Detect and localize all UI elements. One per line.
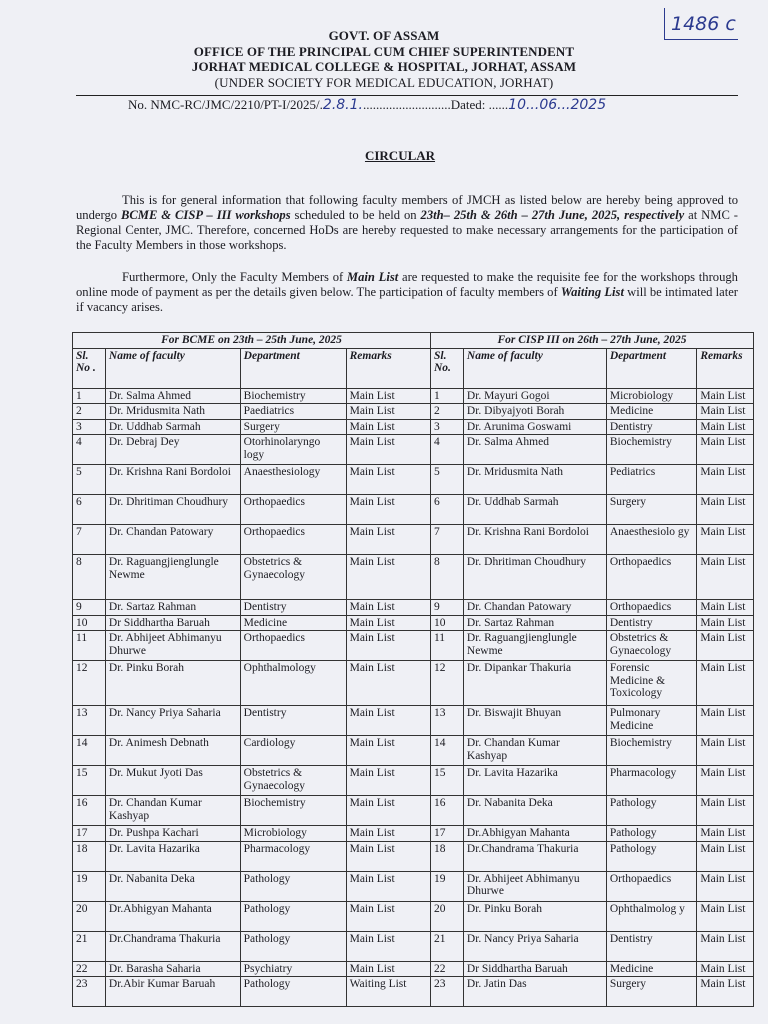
cisp-faculty-name-cell: Dr. Nancy Priya Saharia	[463, 931, 606, 961]
cisp-faculty-name-cell: Dr. Dipankar Thakuria	[463, 661, 606, 706]
cisp-remarks-cell: Main List	[697, 961, 754, 977]
column-header-cisp-name: Name of faculty	[463, 348, 606, 388]
bcme-faculty-name-cell: Dr. Mukut Jyoti Das	[105, 766, 240, 796]
bcme-sl-no-cell: 5	[73, 465, 106, 495]
bcme-remarks-cell: Main List	[346, 615, 430, 631]
table-row	[73, 931, 754, 961]
bcme-department-cell: Surgery	[240, 419, 346, 435]
para1-workshops: BCME & CISP – III workshops	[120, 208, 291, 222]
cisp-sl-no-cell: 10	[430, 615, 463, 631]
letterhead	[0, 28, 768, 90]
bcme-sl-no-cell: 2	[73, 404, 106, 420]
bcme-sl-no-cell: 21	[73, 931, 106, 961]
bcme-department-cell: Dentistry	[240, 706, 346, 736]
cisp-remarks-cell: Main List	[697, 404, 754, 420]
cisp-department-cell: Pulmonary Medicine	[606, 706, 697, 736]
cisp-sl-no-cell: 12	[430, 661, 463, 706]
bcme-remarks-cell: Main List	[346, 826, 430, 842]
bcme-department-cell: Obstetrics & Gynaecology	[240, 555, 346, 600]
cisp-sl-no-cell: 19	[430, 871, 463, 901]
table-row	[73, 435, 754, 465]
bcme-sl-no-cell: 22	[73, 961, 106, 977]
column-header-cisp-remarks: Remarks	[697, 348, 754, 388]
cisp-sl-no-cell: 1	[430, 388, 463, 404]
cisp-sl-no-cell: 2	[430, 404, 463, 420]
cisp-faculty-name-cell: Dr. Sartaz Rahman	[463, 615, 606, 631]
cisp-department-cell: Surgery	[606, 977, 697, 1007]
table-row	[73, 796, 754, 826]
cisp-faculty-name-cell: Dr. Mayuri Gogoi	[463, 388, 606, 404]
college-line: JORHAT MEDICAL COLLEGE & HOSPITAL, JORHAT, ASSAM	[191, 59, 577, 74]
bcme-faculty-name-cell: Dr Siddhartha Baruah	[105, 615, 240, 631]
bcme-department-cell: Medicine	[240, 615, 346, 631]
column-header-bcme-remarks: Remarks	[346, 348, 430, 388]
bcme-sl-no-cell: 7	[73, 525, 106, 555]
bcme-sl-no-cell: 4	[73, 435, 106, 465]
bcme-department-cell: Paediatrics	[240, 404, 346, 420]
cisp-faculty-name-cell: Dr.Chandrama Thakuria	[463, 841, 606, 871]
column-header-cisp-department: Department	[606, 348, 697, 388]
cisp-faculty-name-cell: Dr. Krishna Rani Bordoloi	[463, 525, 606, 555]
cisp-faculty-name-cell: Dr.Abhigyan Mahanta	[463, 826, 606, 842]
cisp-remarks-cell: Main List	[697, 388, 754, 404]
column-header-bcme-department: Department	[240, 348, 346, 388]
cisp-department-cell: Dentistry	[606, 615, 697, 631]
cisp-remarks-cell: Main List	[697, 525, 754, 555]
bcme-sl-no-cell: 11	[73, 631, 106, 661]
cisp-remarks-cell: Main List	[697, 706, 754, 736]
bcme-remarks-cell: Main List	[346, 435, 430, 465]
para1-text-c: at NMC - Regional Center, JMC. Therefore, concerned HoDs are hereby requested to make necessary arrangements for the participation of the Faculty Members in those workshops.	[76, 208, 738, 252]
table-row	[73, 841, 754, 871]
bcme-remarks-cell: Main List	[346, 525, 430, 555]
cisp-remarks-cell: Main List	[697, 901, 754, 931]
office-line: OFFICE OF THE PRINCIPAL CUM CHIEF SUPERINTENDENT	[193, 43, 575, 59]
table-row	[73, 736, 754, 766]
bcme-remarks-cell: Main List	[346, 661, 430, 706]
bcme-faculty-name-cell: Dr.Chandrama Thakuria	[105, 931, 240, 961]
bcme-department-cell: Biochemistry	[240, 796, 346, 826]
bcme-remarks-cell: Main List	[346, 631, 430, 661]
para1-dates: 23th– 25th & 26th – 27th June, 2025, respectively	[420, 208, 685, 222]
cisp-department-cell: Forensic Medicine & Toxicology	[606, 661, 697, 706]
cisp-faculty-name-cell: Dr Siddhartha Baruah	[463, 961, 606, 977]
bcme-faculty-name-cell: Dr. Pushpa Kachari	[105, 826, 240, 842]
cisp-sl-no-cell: 6	[430, 495, 463, 525]
table-row	[73, 465, 754, 495]
bcme-department-cell: Psychiatry	[240, 961, 346, 977]
bcme-faculty-name-cell: Dr. Barasha Saharia	[105, 961, 240, 977]
bcme-faculty-name-cell: Dr. Pinku Borah	[105, 661, 240, 706]
paragraph-1	[76, 193, 738, 253]
cisp-remarks-cell: Main List	[697, 931, 754, 961]
bcme-remarks-cell: Main List	[346, 766, 430, 796]
bcme-department-cell: Orthopaedics	[240, 495, 346, 525]
cisp-remarks-cell: Main List	[697, 796, 754, 826]
bcme-faculty-name-cell: Dr. Mridusmita Nath	[105, 404, 240, 420]
para1-text-a: This is for general information that following faculty members of JMCH as listed below are hereby being approved to undergo	[76, 193, 738, 222]
bcme-remarks-cell: Main List	[346, 600, 430, 616]
reference-number: 2.8.1.	[322, 97, 363, 113]
cisp-faculty-name-cell: Dr. Biswajit Bhuyan	[463, 706, 606, 736]
cisp-remarks-cell: Main List	[697, 555, 754, 600]
table-row	[73, 871, 754, 901]
bcme-sl-no-cell: 10	[73, 615, 106, 631]
bcme-remarks-cell: Main List	[346, 871, 430, 901]
cisp-faculty-name-cell: Dr. Salma Ahmed	[463, 435, 606, 465]
column-header-cisp-sl-no: Sl. No.	[430, 348, 463, 388]
bcme-sl-no-cell: 18	[73, 841, 106, 871]
cisp-department-cell: Surgery	[606, 495, 697, 525]
bcme-remarks-cell: Main List	[346, 901, 430, 931]
cisp-remarks-cell: Main List	[697, 600, 754, 616]
bcme-sl-no-cell: 15	[73, 766, 106, 796]
cisp-sl-no-cell: 11	[430, 631, 463, 661]
reference-dots: ...........................	[363, 97, 451, 112]
bcme-remarks-cell: Main List	[346, 465, 430, 495]
bcme-faculty-name-cell: Dr. Dhritiman Choudhury	[105, 495, 240, 525]
bcme-remarks-cell: Main List	[346, 404, 430, 420]
cisp-remarks-cell: Main List	[697, 615, 754, 631]
bcme-group-header: For BCME on 23th – 25th June, 2025	[73, 333, 431, 349]
cisp-remarks-cell: Main List	[697, 766, 754, 796]
bcme-remarks-cell: Main List	[346, 961, 430, 977]
bcme-sl-no-cell: 3	[73, 419, 106, 435]
table-row	[73, 600, 754, 616]
cisp-faculty-name-cell: Dr. Dhritiman Choudhury	[463, 555, 606, 600]
bcme-sl-no-cell: 12	[73, 661, 106, 706]
cisp-sl-no-cell: 9	[430, 600, 463, 616]
cisp-department-cell: Medicine	[606, 961, 697, 977]
cisp-remarks-cell: Main List	[697, 661, 754, 706]
cisp-remarks-cell: Main List	[697, 736, 754, 766]
table-row	[73, 615, 754, 631]
table-row	[73, 388, 754, 404]
cisp-sl-no-cell: 18	[430, 841, 463, 871]
cisp-remarks-cell: Main List	[697, 435, 754, 465]
bcme-department-cell: Pathology	[240, 871, 346, 901]
cisp-remarks-cell: Main List	[697, 977, 754, 1007]
bcme-department-cell: Dentistry	[240, 600, 346, 616]
cisp-department-cell: Biochemistry	[606, 435, 697, 465]
para2-waiting-list: Waiting List	[560, 285, 624, 299]
cisp-remarks-cell: Main List	[697, 841, 754, 871]
bcme-sl-no-cell: 13	[73, 706, 106, 736]
table-row	[73, 495, 754, 525]
cisp-remarks-cell: Main List	[697, 871, 754, 901]
cisp-sl-no-cell: 14	[430, 736, 463, 766]
bcme-remarks-cell: Main List	[346, 555, 430, 600]
cisp-department-cell: Pediatrics	[606, 465, 697, 495]
cisp-remarks-cell: Main List	[697, 465, 754, 495]
bcme-department-cell: Pathology	[240, 931, 346, 961]
cisp-department-cell: Pathology	[606, 841, 697, 871]
header-divider	[76, 95, 738, 96]
cisp-remarks-cell: Main List	[697, 495, 754, 525]
bcme-remarks-cell: Main List	[346, 495, 430, 525]
table-row	[73, 404, 754, 420]
para2-main-list: Main List	[346, 270, 399, 284]
reference-prefix: No. NMC-RC/JMC/2210/PT-I/2025/.	[128, 97, 323, 112]
cisp-sl-no-cell: 23	[430, 977, 463, 1007]
bcme-department-cell: Biochemistry	[240, 388, 346, 404]
cisp-faculty-name-cell: Dr. Nabanita Deka	[463, 796, 606, 826]
bcme-sl-no-cell: 17	[73, 826, 106, 842]
cisp-department-cell: Medicine	[606, 404, 697, 420]
cisp-sl-no-cell: 22	[430, 961, 463, 977]
circular-title: CIRCULAR	[364, 148, 436, 163]
cisp-department-cell: Biochemistry	[606, 736, 697, 766]
bcme-sl-no-cell: 9	[73, 600, 106, 616]
bcme-department-cell: Pathology	[240, 977, 346, 1007]
cisp-department-cell: Dentistry	[606, 419, 697, 435]
table-row	[73, 977, 754, 1007]
reference-line	[128, 97, 606, 113]
cisp-faculty-name-cell: Dr. Uddhab Sarmah	[463, 495, 606, 525]
bcme-sl-no-cell: 14	[73, 736, 106, 766]
table-row	[73, 961, 754, 977]
bcme-remarks-cell: Main List	[346, 841, 430, 871]
bcme-remarks-cell: Main List	[346, 706, 430, 736]
cisp-faculty-name-cell: Dr. Chandan Kumar Kashyap	[463, 736, 606, 766]
column-header-row	[73, 348, 754, 388]
bcme-sl-no-cell: 6	[73, 495, 106, 525]
cisp-sl-no-cell: 15	[430, 766, 463, 796]
bcme-faculty-name-cell: Dr. Animesh Debnath	[105, 736, 240, 766]
bcme-department-cell: Obstetrics & Gynaecology	[240, 766, 346, 796]
bcme-faculty-name-cell: Dr.Abhigyan Mahanta	[105, 901, 240, 931]
cisp-remarks-cell: Main List	[697, 419, 754, 435]
cisp-department-cell: Ophthalmolog y	[606, 901, 697, 931]
bcme-sl-no-cell: 19	[73, 871, 106, 901]
cisp-department-cell: Orthopaedics	[606, 600, 697, 616]
cisp-department-cell: Pharmacology	[606, 766, 697, 796]
bcme-department-cell: Anaesthesiology	[240, 465, 346, 495]
table-row	[73, 901, 754, 931]
bcme-department-cell: Cardiology	[240, 736, 346, 766]
table-row	[73, 706, 754, 736]
bcme-faculty-name-cell: Dr. Chandan Kumar Kashyap	[105, 796, 240, 826]
para2-text-c: will be intimated later if vacancy arises.	[76, 285, 738, 314]
para2-text-b: are requested to make the requisite fee for the workshops through online mode of payment as per the details given below. The participation of faculty members of	[76, 270, 738, 299]
faculty-table	[72, 332, 754, 1007]
cisp-faculty-name-cell: Dr. Abhijeet Abhimanyu Dhurwe	[463, 871, 606, 901]
bcme-department-cell: Microbiology	[240, 826, 346, 842]
bcme-department-cell: Ophthalmology	[240, 661, 346, 706]
bcme-remarks-cell: Waiting List	[346, 977, 430, 1007]
table-row	[73, 766, 754, 796]
bcme-sl-no-cell: 20	[73, 901, 106, 931]
bcme-department-cell: Otorhinolaryngo logy	[240, 435, 346, 465]
bcme-faculty-name-cell: Dr. Nabanita Deka	[105, 871, 240, 901]
bcme-faculty-name-cell: Dr. Debraj Dey	[105, 435, 240, 465]
bcme-faculty-name-cell: Dr. Salma Ahmed	[105, 388, 240, 404]
table-row	[73, 661, 754, 706]
reference-date: 10...06...2025	[508, 97, 607, 113]
cisp-faculty-name-cell: Dr. Jatin Das	[463, 977, 606, 1007]
bcme-faculty-name-cell: Dr. Chandan Patowary	[105, 525, 240, 555]
dated-label: Dated: ......	[450, 97, 509, 112]
cisp-group-header: For CISP III on 26th – 27th June, 2025	[430, 333, 753, 349]
cisp-sl-no-cell: 17	[430, 826, 463, 842]
cisp-sl-no-cell: 8	[430, 555, 463, 600]
bcme-faculty-name-cell: Dr. Abhijeet Abhimanyu Dhurwe	[105, 631, 240, 661]
bcme-faculty-name-cell: Dr. Uddhab Sarmah	[105, 419, 240, 435]
cisp-department-cell: Pathology	[606, 796, 697, 826]
table-row	[73, 555, 754, 600]
cisp-sl-no-cell: 3	[430, 419, 463, 435]
table-row	[73, 826, 754, 842]
cisp-remarks-cell: Main List	[697, 826, 754, 842]
bcme-faculty-name-cell: Dr.Abir Kumar Baruah	[105, 977, 240, 1007]
bcme-sl-no-cell: 23	[73, 977, 106, 1007]
cisp-faculty-name-cell: Dr. Raguangjienglungle Newme	[463, 631, 606, 661]
bcme-remarks-cell: Main List	[346, 736, 430, 766]
bcme-department-cell: Pathology	[240, 901, 346, 931]
bcme-sl-no-cell: 1	[73, 388, 106, 404]
bcme-department-cell: Pharmacology	[240, 841, 346, 871]
cisp-faculty-name-cell: Dr. Chandan Patowary	[463, 600, 606, 616]
cisp-sl-no-cell: 13	[430, 706, 463, 736]
bcme-remarks-cell: Main List	[346, 931, 430, 961]
cisp-sl-no-cell: 5	[430, 465, 463, 495]
bcme-remarks-cell: Main List	[346, 388, 430, 404]
cisp-department-cell: Microbiology	[606, 388, 697, 404]
handwritten-page-number: 1486 c	[664, 8, 738, 40]
bcme-faculty-name-cell: Dr. Sartaz Rahman	[105, 600, 240, 616]
bcme-faculty-name-cell: Dr. Raguangjienglungle Newme	[105, 555, 240, 600]
cisp-faculty-name-cell: Dr. Pinku Borah	[463, 901, 606, 931]
table-row	[73, 419, 754, 435]
cisp-department-cell: Dentistry	[606, 931, 697, 961]
paragraph-2	[76, 270, 738, 315]
bcme-sl-no-cell: 8	[73, 555, 106, 600]
cisp-department-cell: Anaesthesiolo gy	[606, 525, 697, 555]
bcme-faculty-name-cell: Dr. Krishna Rani Bordoloi	[105, 465, 240, 495]
para1-text-b: scheduled to be held on	[290, 208, 421, 222]
para2-text-a: Furthermore, Only the Faculty Members of	[122, 270, 347, 284]
cisp-sl-no-cell: 4	[430, 435, 463, 465]
bcme-remarks-cell: Main List	[346, 419, 430, 435]
bcme-sl-no-cell: 16	[73, 796, 106, 826]
cisp-faculty-name-cell: Dr. Lavita Hazarika	[463, 766, 606, 796]
bcme-remarks-cell: Main List	[346, 796, 430, 826]
bcme-faculty-name-cell: Dr. Nancy Priya Saharia	[105, 706, 240, 736]
govt-line: GOVT. OF ASSAM	[328, 28, 440, 43]
cisp-sl-no-cell: 20	[430, 901, 463, 931]
bcme-department-cell: Orthopaedics	[240, 631, 346, 661]
cisp-sl-no-cell: 21	[430, 931, 463, 961]
cisp-sl-no-cell: 16	[430, 796, 463, 826]
cisp-faculty-name-cell: Dr. Mridusmita Nath	[463, 465, 606, 495]
cisp-department-cell: Orthopaedics	[606, 871, 697, 901]
column-header-bcme-sl-no: Sl. No .	[73, 348, 106, 388]
column-header-bcme-name: Name of faculty	[105, 348, 240, 388]
table-body	[73, 388, 754, 1007]
cisp-department-cell: Obstetrics & Gynaecology	[606, 631, 697, 661]
cisp-remarks-cell: Main List	[697, 631, 754, 661]
bcme-department-cell: Orthopaedics	[240, 525, 346, 555]
cisp-faculty-name-cell: Dr. Arunima Goswami	[463, 419, 606, 435]
cisp-sl-no-cell: 7	[430, 525, 463, 555]
cisp-faculty-name-cell: Dr. Dibyajyoti Borah	[463, 404, 606, 420]
cisp-department-cell: Pathology	[606, 826, 697, 842]
table-row	[73, 525, 754, 555]
table-row	[73, 631, 754, 661]
cisp-department-cell: Orthopaedics	[606, 555, 697, 600]
society-line: (UNDER SOCIETY FOR MEDICAL EDUCATION, JORHAT)	[214, 74, 554, 90]
bcme-faculty-name-cell: Dr. Lavita Hazarika	[105, 841, 240, 871]
